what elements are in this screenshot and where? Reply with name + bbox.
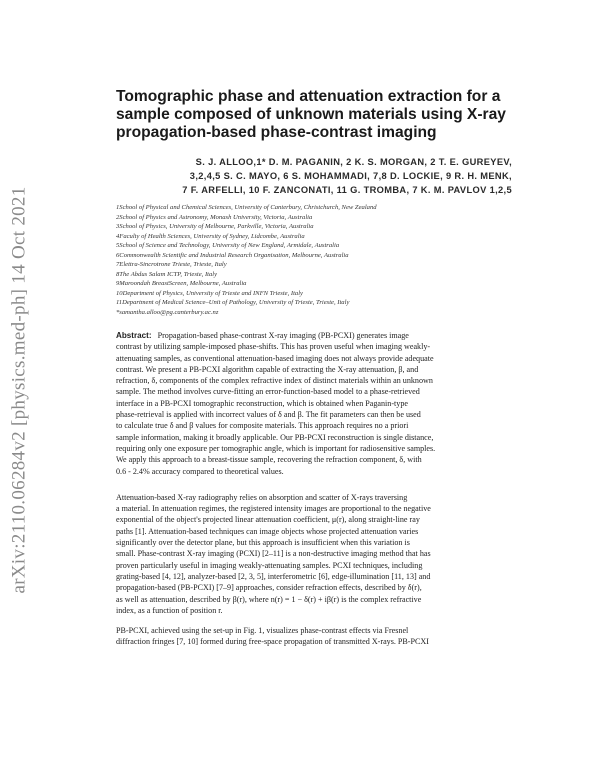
affiliation-item: 9Maroondah BreastScreen, Melbourne, Australia xyxy=(116,280,247,287)
abstract-section xyxy=(116,330,512,477)
author-line: 7 F. ARFELLI, 10 F. ZANCONATI, 11 G. TROMBA, 7 K. M. PAVLOV 1,2,5 xyxy=(182,185,512,195)
affiliation-item: 11Department of Medical Science–Unit of Pathology, University of Trieste, Trieste, Italy xyxy=(116,299,350,306)
affiliation-item: 4Faculty of Health Sciences, University of Sydney, Lidcombe, Australia xyxy=(116,232,305,240)
body-text xyxy=(116,492,512,648)
affiliation-item: 8The Abdus Salam ICTP, Trieste, Italy xyxy=(116,270,218,278)
paper-title: Tomographic phase and attenuation extraction for a sample composed of unknown materials using X-ray propagation-based phase-contrast imaging xyxy=(116,88,506,141)
author-line: S. J. ALLOO,1* D. M. PAGANIN, 2 K. S. MORGAN, 2 T. E. GUREYEV, xyxy=(195,157,512,167)
abstract-text: Propagation-based phase-contrast X-ray imaging (PB-PCXI) generates image contrast by utilizing sample-imposed phase-shifts. This has proven useful when imaging weakly- attenuating samples, as conventional attenuation-based imaging does not always provide adequate contrast. We present a PB-PCXI algorithm capable of extracting the X-ray attenuation, β, and refraction, δ, components of the complex refractive index of distinct materials within an unknown sample. The method involves curve-fitting an error-function-based model to a phase-retrieved interface in a PB-PCXI tomographic reconstruction, which is obtained when Paganin-type phase-retrieval is applied with incorrect values of δ and β. The fit parameters can then be used to calculate true δ and β values for composite materials. This approach requires no a priori sample information, making it broadly applicable. Our PB-PCXI reconstruction is single distance, requiring only one exposure per tomographic angle, which is important for radiosensitive samples. We apply this approach to a breast-tissue sample, recovering the refraction component, δ, with 0.6 - 2.4% accuracy compared to theoretical values. xyxy=(116,331,436,476)
affiliation-item: 1School of Physical and Chemical Sciences, University of Canterbury, Christchurch, New Zealand xyxy=(116,204,377,211)
affiliation-item: 10Department of Physics, University of Trieste and INFN Trieste, Italy xyxy=(116,289,303,297)
affiliation-item: 2School of Physics and Astronomy, Monash University, Victoria, Australia xyxy=(116,213,313,221)
arxiv-identifier-text: arXiv:2110.06284v2 [physics.med-ph] 14 Oct 2021 xyxy=(9,186,30,594)
affiliation-item: 7Elettra-Sincrotrone Trieste, Trieste, Italy xyxy=(116,261,227,268)
author-line: 3,2,4,5 S. C. MAYO, 6 S. MOHAMMADI, 7,8 D. LOCKIE, 9 R. H. MENK, xyxy=(189,171,512,181)
author-list xyxy=(116,155,512,197)
corresponding-email: *samantha.alloo@pg.canterbury.ac.nz xyxy=(116,308,219,316)
affiliation-item: 6Commonwealth Scientific and Industrial Research Organisation, Melbourne, Australia xyxy=(116,251,349,259)
body-paragraph: Attenuation-based X-ray radiography relies on absorption and scatter of X-rays traversing a material. In attenuation regimes, the registered intensity images are proportional to the negative exponential of the object's projected linear attenuation coefficient, μ(r), along straight-line ray paths [1]. Attenuation-based techniques can image objects whose projected attenuation varies significantly over the detector plane, but this approach is insufficient when this variation is small. Phase-contrast X-ray imaging (PCXI) [2–11] is a non-destructive imaging method that has proven particularly useful in imaging weakly-attenuating samples. PCXI techniques, including grating-based [4, 12], analyzer-based [2, 3, 5], interferometric [6], edge-illumination [11, 13] and propagation-based (PB-PCXI) [7–9] approaches, consider refraction effects, described by δ(r), as well as attenuation, described by β(r), where n(r) = 1 − δ(r) + iβ(r) is the complex refractive index, as a function of position r. xyxy=(116,492,431,615)
arxiv-identifier-stamp xyxy=(4,180,36,600)
affiliation-item: 3School of Physics, University of Melbourne, Parkville, Victoria, Australia xyxy=(116,223,314,230)
paper-page xyxy=(116,88,512,657)
affiliation-list xyxy=(116,203,512,317)
body-paragraph: PB-PCXI, achieved using the set-up in Fig. 1, visualizes phase-contrast effects via Fresnel diffraction fringes [7, 10] formed during free-space propagation of transmitted X-rays. PB-PCXI xyxy=(116,626,429,647)
affiliation-item: 5School of Science and Technology, University of New England, Armidale, Australia xyxy=(116,242,340,249)
abstract-label: Abstract: xyxy=(116,331,152,340)
